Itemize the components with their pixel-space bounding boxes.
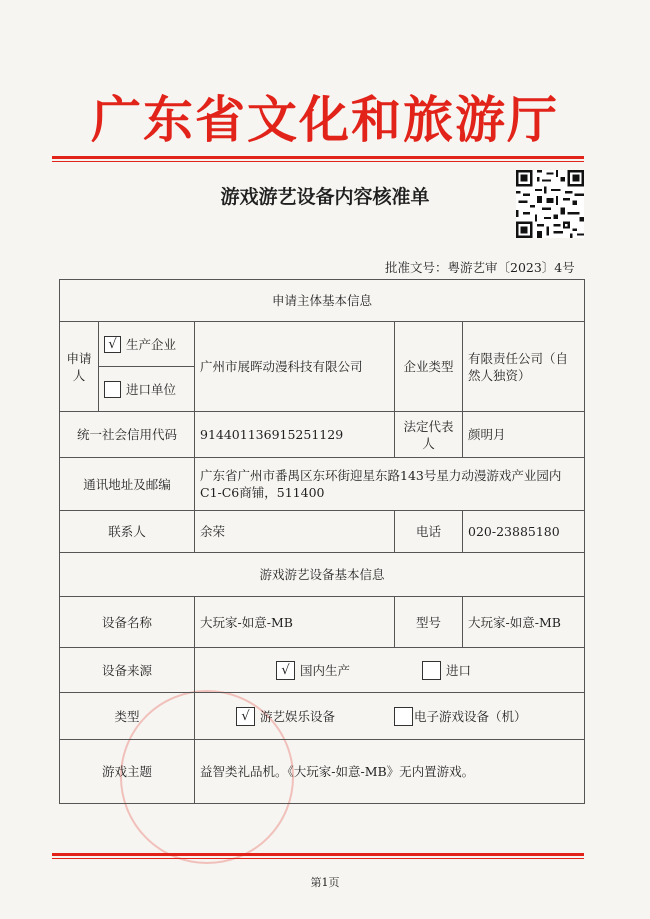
model-value: 大玩家-如意-MB bbox=[463, 597, 585, 648]
footer-red-rule bbox=[52, 853, 584, 856]
producer-label: 生产企业 bbox=[126, 337, 177, 352]
amusement-label: 游艺娱乐设备 bbox=[259, 708, 335, 724]
phone-label: 电话 bbox=[395, 511, 463, 553]
page-number: 第1页 bbox=[310, 876, 340, 889]
footer-red-rule-thin bbox=[52, 858, 584, 859]
source-options bbox=[195, 648, 585, 693]
applicant-label: 申请人 bbox=[60, 322, 99, 412]
amusement-checkbox[interactable]: √ bbox=[236, 707, 255, 726]
applicant-option-importer bbox=[99, 367, 195, 412]
producer-checkbox[interactable]: √ bbox=[104, 336, 121, 353]
source-label: 设备来源 bbox=[60, 648, 195, 693]
applicant-option-producer bbox=[99, 322, 195, 367]
company-type-label: 企业类型 bbox=[395, 322, 463, 412]
company-type-value: 有限责任公司（自然人独资） bbox=[463, 322, 585, 412]
section-heading-device: 游戏游艺设备基本信息 bbox=[60, 553, 585, 597]
importer-checkbox[interactable] bbox=[104, 381, 121, 398]
credit-code-label: 统一社会信用代码 bbox=[60, 412, 195, 458]
domestic-label: 国内生产 bbox=[299, 662, 350, 678]
importer-label: 进口单位 bbox=[126, 382, 177, 397]
qr-code-icon bbox=[516, 170, 584, 238]
theme-value: 益智类礼品机。《大玩家-如意-MB》无内置游戏。 bbox=[195, 740, 585, 804]
header-red-rule bbox=[52, 156, 584, 159]
document-title: 游戏游艺设备内容核准单 bbox=[220, 186, 430, 208]
device-name-label: 设备名称 bbox=[60, 597, 195, 648]
legal-rep-value: 颜明月 bbox=[463, 412, 585, 458]
electronic-game-checkbox[interactable] bbox=[394, 707, 413, 726]
credit-code-value: 914401136915251129 bbox=[195, 412, 395, 458]
approval-form-table bbox=[59, 279, 585, 804]
import-label: 进口 bbox=[445, 662, 471, 678]
approval-number: 批准文号：粤游艺审〔2023〕4号 bbox=[385, 260, 575, 275]
domestic-checkbox[interactable]: √ bbox=[276, 661, 295, 680]
electronic-game-label: 电子游戏设备（机） bbox=[413, 708, 527, 724]
type-label: 类型 bbox=[60, 693, 195, 740]
phone-value: 020-23885180 bbox=[463, 511, 585, 553]
type-options bbox=[195, 693, 585, 740]
address-value: 广东省广州市番禺区东环街迎星东路143号星力动漫游戏产业园内C1-C6商铺，511400 bbox=[195, 458, 585, 511]
contact-value: 余荣 bbox=[195, 511, 395, 553]
theme-label: 游戏主题 bbox=[60, 740, 195, 804]
address-label: 通讯地址及邮编 bbox=[60, 458, 195, 511]
device-name-value: 大玩家-如意-MB bbox=[195, 597, 395, 648]
legal-rep-label: 法定代表人 bbox=[395, 412, 463, 458]
header-red-rule-thin bbox=[52, 161, 584, 162]
contact-label: 联系人 bbox=[60, 511, 195, 553]
model-label: 型号 bbox=[395, 597, 463, 648]
org-header-title: 广东省文化和旅游厅 bbox=[91, 90, 559, 149]
import-checkbox[interactable] bbox=[422, 661, 441, 680]
company-name: 广州市展晖动漫科技有限公司 bbox=[195, 322, 395, 412]
section-heading-applicant: 申请主体基本信息 bbox=[60, 280, 585, 322]
